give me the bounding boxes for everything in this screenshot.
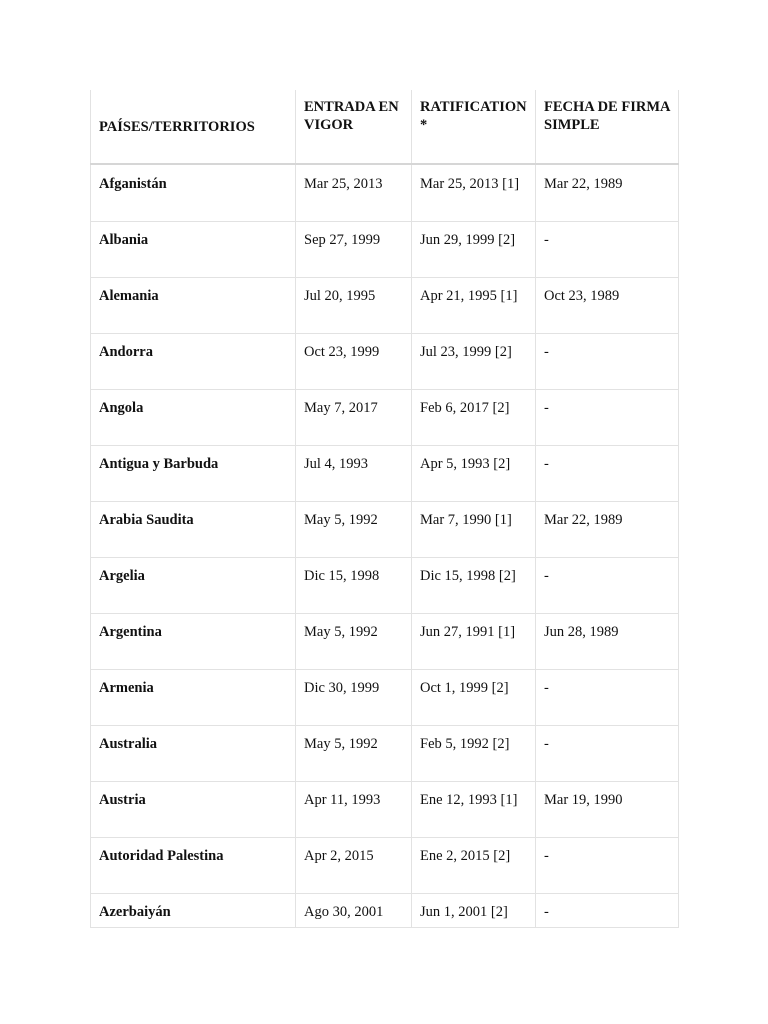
entry-into-force-date: May 5, 1992 xyxy=(296,501,412,557)
entry-into-force-date: Ago 30, 2001 xyxy=(296,893,412,927)
table-row xyxy=(91,725,679,781)
entry-into-force-date: May 7, 2017 xyxy=(296,389,412,445)
table-row xyxy=(91,389,679,445)
country-name: Afganistán xyxy=(91,164,296,221)
signature-date: Mar 22, 1989 xyxy=(536,501,679,557)
country-name: Argentina xyxy=(91,613,296,669)
entry-into-force-date: Mar 25, 2013 xyxy=(296,164,412,221)
ratification-date: Jul 23, 1999 [2] xyxy=(412,333,536,389)
ratification-date: Feb 5, 1992 [2] xyxy=(412,725,536,781)
country-name: Alemania xyxy=(91,277,296,333)
ratification-date: Apr 21, 1995 [1] xyxy=(412,277,536,333)
table-row xyxy=(91,277,679,333)
entry-into-force-date: May 5, 1992 xyxy=(296,613,412,669)
header-signature-date: FECHA DE FIRMA SIMPLE xyxy=(536,90,679,164)
entry-into-force-date: May 5, 1992 xyxy=(296,725,412,781)
table-row xyxy=(91,557,679,613)
entry-into-force-date: Oct 23, 1999 xyxy=(296,333,412,389)
ratification-date: Mar 7, 1990 [1] xyxy=(412,501,536,557)
table-header xyxy=(91,90,679,164)
country-name: Armenia xyxy=(91,669,296,725)
signature-date: Oct 23, 1989 xyxy=(536,277,679,333)
signature-date: - xyxy=(536,893,679,927)
country-name: Albania xyxy=(91,221,296,277)
signature-date: Jun 28, 1989 xyxy=(536,613,679,669)
country-name: Azerbaiyán xyxy=(91,893,296,927)
signature-date: - xyxy=(536,837,679,893)
country-name: Arabia Saudita xyxy=(91,501,296,557)
ratification-date: Oct 1, 1999 [2] xyxy=(412,669,536,725)
table-row xyxy=(91,501,679,557)
ratification-date: Apr 5, 1993 [2] xyxy=(412,445,536,501)
entry-into-force-date: Jul 4, 1993 xyxy=(296,445,412,501)
table-row xyxy=(91,333,679,389)
signature-date: - xyxy=(536,669,679,725)
table-row xyxy=(91,221,679,277)
ratification-date: Jun 29, 1999 [2] xyxy=(412,221,536,277)
ratification-date: Ene 2, 2015 [2] xyxy=(412,837,536,893)
entry-into-force-date: Dic 30, 1999 xyxy=(296,669,412,725)
signature-date: - xyxy=(536,333,679,389)
country-name: Andorra xyxy=(91,333,296,389)
header-ratification: RATIFICATION * xyxy=(412,90,536,164)
entry-into-force-date: Apr 11, 1993 xyxy=(296,781,412,837)
table-row xyxy=(91,669,679,725)
entry-into-force-date: Dic 15, 1998 xyxy=(296,557,412,613)
ratification-date: Mar 25, 2013 [1] xyxy=(412,164,536,221)
signature-date: - xyxy=(536,445,679,501)
table-row xyxy=(91,164,679,221)
header-entry-into-force: ENTRADA EN VIGOR xyxy=(296,90,412,164)
entry-into-force-date: Jul 20, 1995 xyxy=(296,277,412,333)
ratification-date: Feb 6, 2017 [2] xyxy=(412,389,536,445)
treaty-status-table xyxy=(90,90,679,928)
table-body xyxy=(91,164,679,927)
table-row xyxy=(91,445,679,501)
signature-date: - xyxy=(536,389,679,445)
table-row xyxy=(91,893,679,927)
signature-date: Mar 22, 1989 xyxy=(536,164,679,221)
ratification-date: Dic 15, 1998 [2] xyxy=(412,557,536,613)
table-row xyxy=(91,837,679,893)
signature-date: - xyxy=(536,557,679,613)
signature-date: - xyxy=(536,221,679,277)
country-name: Angola xyxy=(91,389,296,445)
entry-into-force-date: Apr 2, 2015 xyxy=(296,837,412,893)
header-row xyxy=(91,90,679,164)
header-countries: PAÍSES/TERRITORIOS xyxy=(91,90,296,164)
ratification-date: Ene 12, 1993 [1] xyxy=(412,781,536,837)
ratification-date: Jun 1, 2001 [2] xyxy=(412,893,536,927)
country-name: Argelia xyxy=(91,557,296,613)
signature-date: Mar 19, 1990 xyxy=(536,781,679,837)
country-name: Autoridad Palestina xyxy=(91,837,296,893)
country-name: Antigua y Barbuda xyxy=(91,445,296,501)
table-row xyxy=(91,613,679,669)
signature-date: - xyxy=(536,725,679,781)
ratification-date: Jun 27, 1991 [1] xyxy=(412,613,536,669)
country-name: Austria xyxy=(91,781,296,837)
table-row xyxy=(91,781,679,837)
country-name: Australia xyxy=(91,725,296,781)
entry-into-force-date: Sep 27, 1999 xyxy=(296,221,412,277)
